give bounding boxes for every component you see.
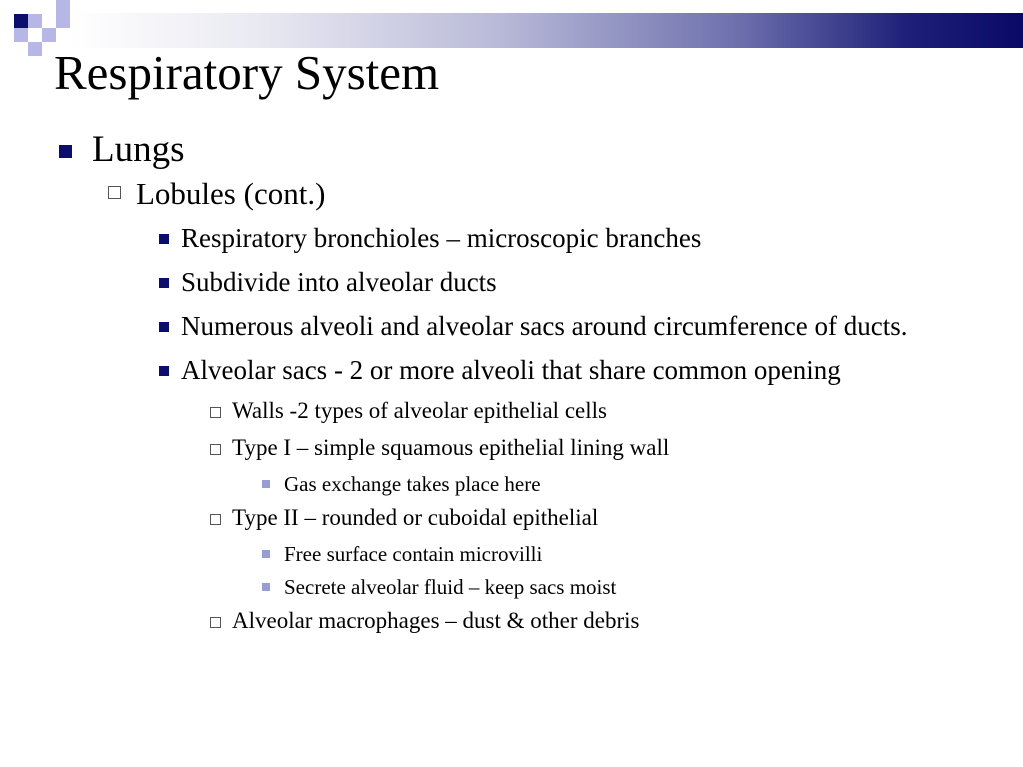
list-item: Free surface contain microvilli [258, 541, 976, 567]
bullet-list [56, 128, 976, 644]
square-bullet-icon [159, 366, 169, 376]
square-bullet-icon [159, 322, 169, 332]
square-bullet-icon [159, 278, 169, 288]
list-item: Subdivide into alveolar ducts [157, 265, 971, 299]
small-square-bullet-icon [262, 480, 270, 488]
list-item: Walls -2 types of alveolar epithelial cells [208, 397, 976, 425]
decorative-square [28, 42, 42, 56]
decorative-square [28, 14, 42, 28]
hollow-square-bullet-icon [108, 186, 121, 199]
list-item: Gas exchange takes place here [258, 471, 976, 497]
hollow-square-bullet-icon [210, 617, 221, 628]
list-item: Type II – rounded or cuboidal epithelial [208, 504, 976, 532]
list-item: Type I – simple squamous epithelial lining wall [208, 434, 976, 462]
slide-title: Respiratory System [54, 45, 440, 100]
list-item: Secrete alveolar fluid – keep sacs moist [258, 574, 976, 600]
list-item: Lobules (cont.) [106, 176, 976, 212]
square-bullet-icon [59, 145, 72, 158]
small-square-bullet-icon [262, 583, 270, 591]
decorative-square [56, 14, 70, 28]
hollow-square-bullet-icon [210, 444, 221, 455]
small-square-bullet-icon [262, 550, 270, 558]
decorative-square [14, 14, 28, 28]
list-item: Alveolar macrophages – dust & other debris [208, 607, 976, 635]
decorative-square [14, 28, 28, 42]
list-item: Numerous alveoli and alveolar sacs around circumference of ducts. [157, 309, 971, 343]
decorative-square [56, 0, 70, 14]
hollow-square-bullet-icon [210, 407, 221, 418]
list-item: Alveolar sacs - 2 or more alveoli that share common opening [157, 353, 971, 387]
list-item: Respiratory bronchioles – microscopic branches [157, 221, 971, 255]
hollow-square-bullet-icon [210, 514, 221, 525]
list-item: Lungs [56, 128, 976, 172]
square-bullet-icon [159, 234, 169, 244]
